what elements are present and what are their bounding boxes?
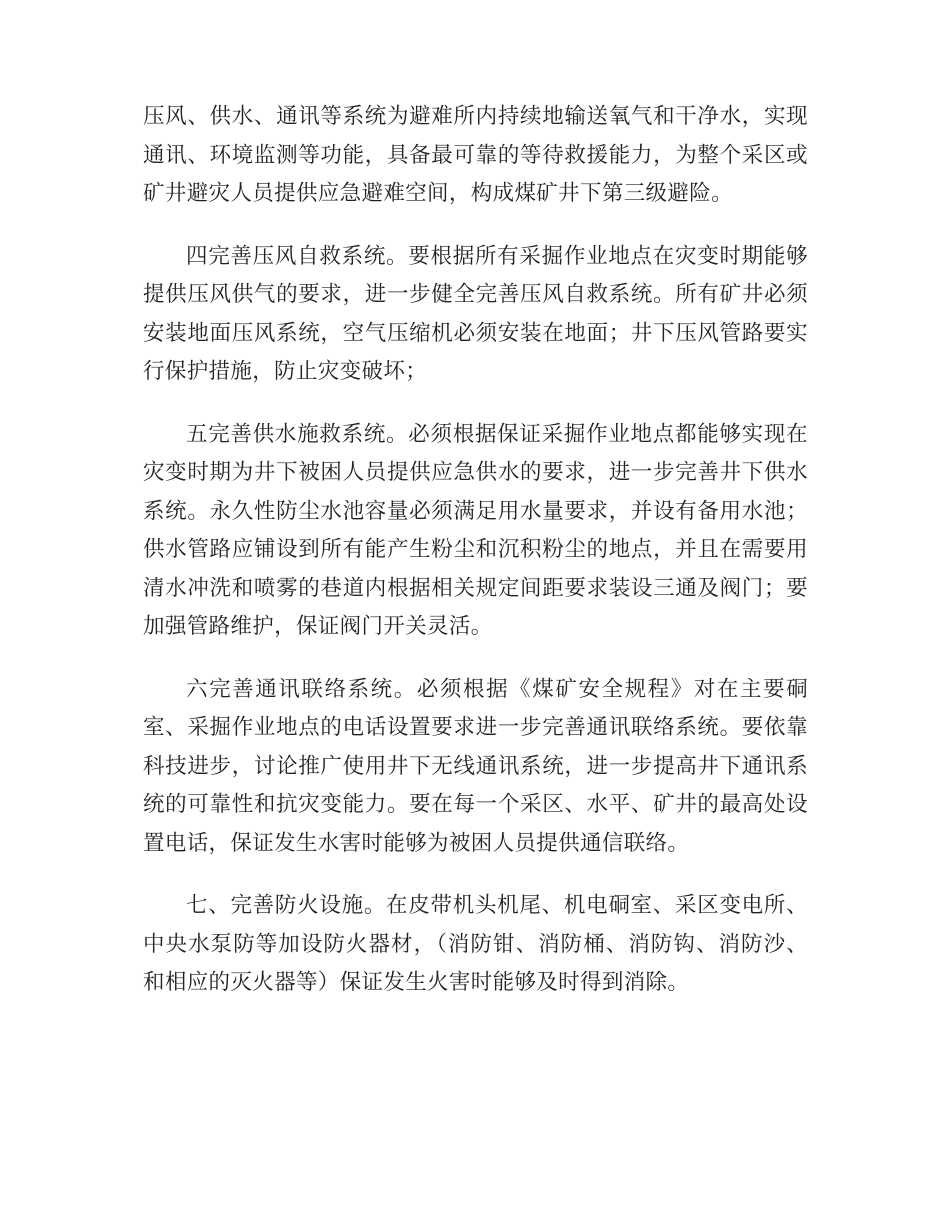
paragraph-continuation: 压风、供水、通讯等系统为避难所内持续地输送氧气和干净水，实现通讯、环境监测等功能，具备最可靠的等待救援能力，为整个采区或矿井避灾人员提供应急避难空间，构成煤矿井下第三级避险。 [143,104,808,206]
paragraph-compressed-air-rescue: 四完善压风自救系统。要根据所有采掘作业地点在灾变时期能够提供压风供气的要求，进一步健全完善压风自救系统。所有矿井必须安装地面压风系统，空气压缩机必须安装在地面；井下压风管路要实行保护措施，防止灾变破坏； [143,243,808,384]
paragraph-fire-prevention: 七、完善防火设施。在皮带机头机尾、机电硐室、采区变电所、中央水泵防等加设防火器材，（消防钳、消防桶、消防钩、消防沙、和相应的灭火器等）保证发生火害时能够及时得到消除。 [143,893,808,995]
document-body [143,98,808,1003]
paragraph-communication-system: 六完善通讯联络系统。必须根据《煤矿安全规程》对在主要硐室、采掘作业地点的电话设置要求进一步完善通讯联络系统。要依靠科技进步，讨论推广使用井下无线通讯系统，进一步提高井下通讯系统的可靠性和抗灾变能力。要在每一个采区、水平、矿井的最高处设置电话，保证发生水害时能够为被困人员提供通信联络。 [143,676,808,856]
paragraph-water-supply-rescue: 五完善供水施救系统。必须根据保证采掘作业地点都能够实现在灾变时期为井下被困人员提供应急供水的要求，进一步完善井下供水系统。永久性防尘水池容量必须满足用水量要求，并设有备用水池；供水管路应铺设到所有能产生粉尘和沉积粉尘的地点，并且在需要用清水冲洗和喷雾的巷道内根据相关规定间距要求装设三通及阀门；要加强管路维护，保证阀门开关灵活。 [143,421,808,639]
